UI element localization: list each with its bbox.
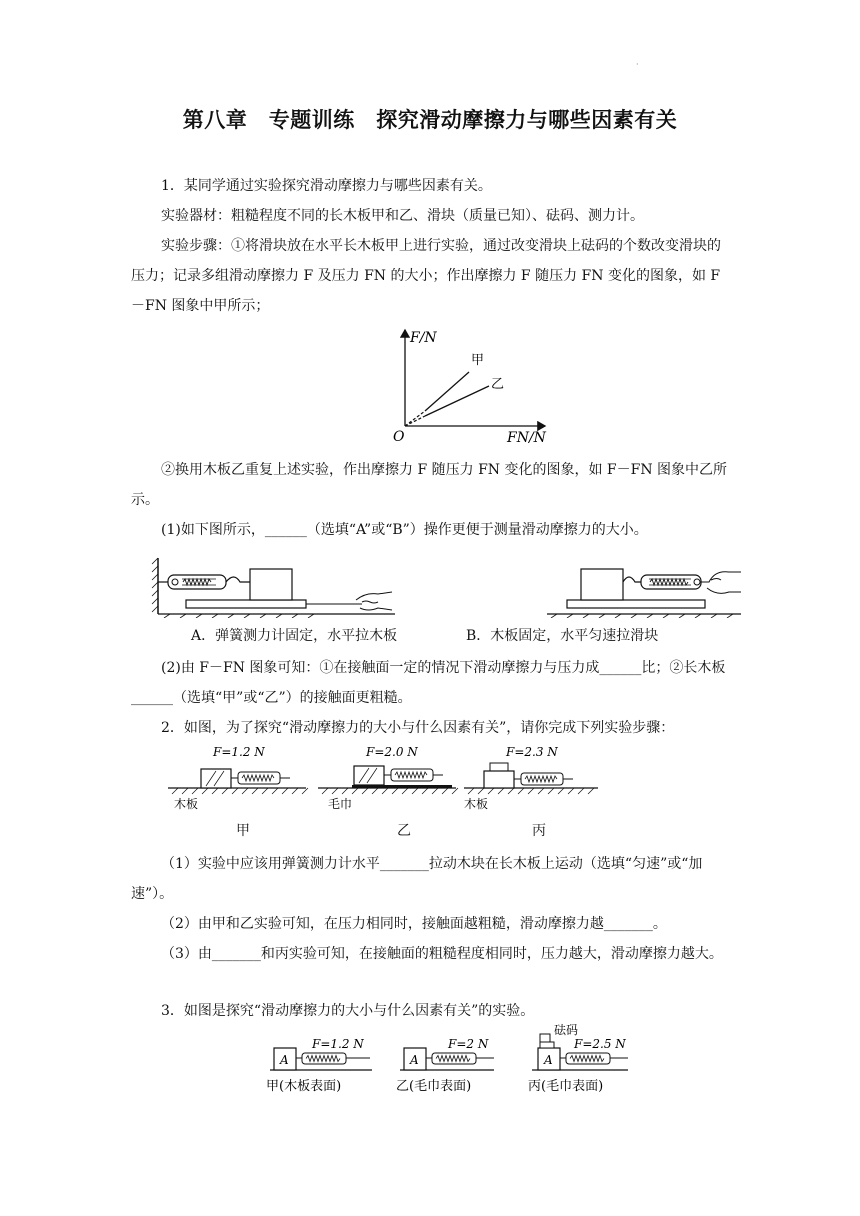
q3-reading-jia: F=1.2 N — [312, 1037, 364, 1051]
header-mark: · — [636, 60, 639, 69]
slider-block — [250, 569, 292, 600]
q2-label-yi: 乙 — [397, 823, 411, 839]
graph-x-label: FN/N — [507, 430, 546, 446]
board — [186, 600, 306, 608]
q2-reading-yi: F=2.0 N — [366, 745, 418, 759]
q1-sub1: (1)如下图所示，______（选填“A”或“B”）操作更便于测量滑动摩擦力的大小。 — [161, 522, 648, 538]
q3-block-yi: A — [410, 1053, 419, 1067]
q2-label-jia: 甲 — [236, 823, 250, 839]
graph-y-label: F/N — [410, 330, 437, 346]
q3-label-bing: 丙(毛巾表面) — [528, 1079, 604, 1094]
q2-step2: （2）由甲和乙实验可知，在压力相同时，接触面越粗糙，滑动摩擦力越_______。 — [161, 916, 667, 932]
q3-weight-label: 砝码 — [554, 1023, 579, 1037]
q3-reading-bing: F=2.5 N — [574, 1037, 626, 1051]
q1-equipment: 实验器材：粗糙程度不同的长木板甲和乙、滑块（质量已知）、砝码、测力计。 — [161, 208, 644, 224]
q1-setup-b-figure — [545, 552, 745, 618]
q1-f-fn-graph — [385, 322, 555, 447]
q1-setup-a-figure — [150, 552, 400, 618]
q2-label-bing: 丙 — [532, 823, 546, 839]
graph-label-yi: 乙 — [491, 377, 505, 392]
q1-steps: 实验步骤：①将滑块放在水平长木板甲上进行实验，通过改变滑块上砝码的个数改变滑块的压力；记录多组滑动摩擦力 F 及压力 FN 的大小；作出摩擦力 F 随压力 FN 变化的图象，如 F－FN 图象中甲所示； — [131, 238, 721, 314]
q3-reading-yi: F=2 N — [448, 1037, 489, 1051]
setup-a-caption: A．弹簧测力计固定，水平拉木板 — [191, 628, 398, 644]
q3-block-jia: A — [280, 1053, 289, 1067]
q2-step1: （1）实验中应该用弹簧测力计水平_______拉动木块在长木板上运动（选填“匀速”或“加速”）。 — [131, 856, 703, 902]
q2-reading-jia: F=1.2 N — [213, 745, 265, 759]
graph-origin: O — [393, 429, 405, 445]
setup-b-caption: B．木板固定，水平匀速拉滑块 — [466, 628, 659, 644]
q2-reading-bing: F=2.3 N — [506, 745, 558, 759]
q3-block-bing: A — [544, 1053, 553, 1067]
q2-experiment-figures — [168, 742, 598, 810]
q1-sub2: (2)由 F－FN 图象可知：①在接触面一定的情况下滑动摩擦力与压力成______比；②长木板______（选填“甲”或“乙”）的接触面更粗糙。 — [131, 660, 726, 706]
q3-label-yi: 乙(毛巾表面) — [396, 1079, 472, 1094]
q3-experiment-figures — [262, 1022, 632, 1102]
q2-step3: （3）由_______和丙实验可知，在接触面的粗糙程度相同时，压力越大，滑动摩擦力越大。 — [161, 946, 723, 962]
page-title: 第八章 专题训练 探究滑动摩擦力与哪些因素有关 — [182, 108, 678, 132]
graph-line-yi — [425, 386, 489, 416]
graph-label-jia: 甲 — [471, 353, 485, 368]
q2-surface-jia: 木板 — [174, 797, 199, 810]
q3-label-jia: 甲(木板表面) — [266, 1079, 342, 1094]
board — [567, 600, 705, 608]
q2-surface-bing: 木板 — [464, 797, 489, 810]
q1-intro: 1．某同学通过实验探究滑动摩擦力与哪些因素有关。 — [161, 178, 492, 194]
q2-intro: 2．如图，为了探究“滑动摩擦力的大小与什么因素有关”，请你完成下列实验步骤： — [161, 720, 675, 736]
q1-step2: ②换用木板乙重复上述实验，作出摩擦力 F 随压力 FN 变化的图象，如 F－FN 图象中乙所示。 — [131, 462, 728, 508]
q2-surface-yi: 毛巾 — [328, 797, 353, 810]
q3-intro: 3．如图是探究“滑动摩擦力的大小与什么因素有关”的实验。 — [161, 1003, 535, 1019]
slider-block — [581, 569, 623, 600]
spring-scale — [168, 575, 226, 589]
